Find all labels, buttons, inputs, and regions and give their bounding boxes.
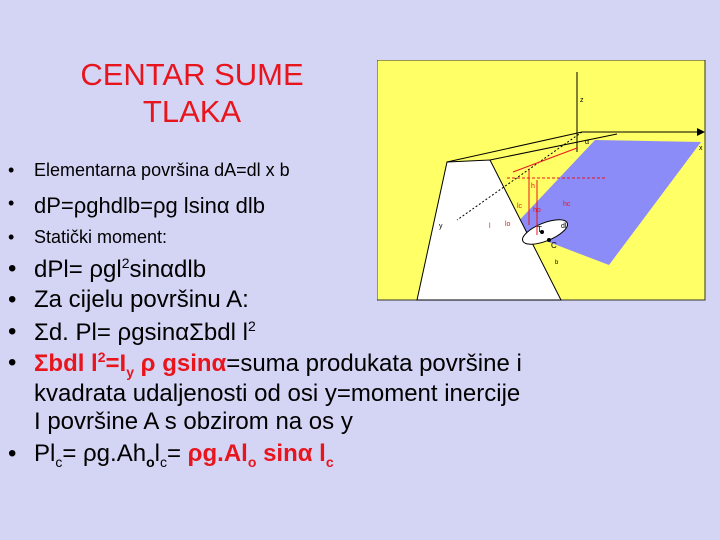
bullet-6-text: Σd. Pl= ρgsinαΣbdl $l^2$ — [34, 318, 256, 346]
bullet-8-text: $Pl_c= \rho g.Ah_ol_c= \rho g.Al_o$ sinα $l_c$ — [34, 440, 334, 470]
slide-title — [62, 56, 322, 130]
label-lo: lo — [505, 221, 511, 228]
bullet-4-text: dPl= ρgl$^2$sinαdlb — [34, 255, 207, 283]
bullet-dot: • — [8, 286, 17, 313]
label-dl: dl — [561, 223, 567, 230]
title-line-1: CENTAR SUME — [80, 57, 304, 92]
bullet-dot: • — [8, 160, 15, 180]
label-lc: lc — [517, 203, 523, 210]
bullet-dot: • — [8, 193, 15, 213]
bullet-dot: • — [8, 318, 17, 345]
label-x: x — [699, 145, 703, 152]
label-T: T — [537, 225, 542, 234]
bullet-dot: • — [8, 440, 17, 467]
bullet-7-text: Σbdl $l^2=I_y$ ρ gsinα=suma produkata površine i — [34, 349, 522, 380]
pressure-center-diagram — [377, 60, 707, 310]
label-hc: hc — [563, 201, 571, 208]
bullet-2-text: dP=ρghdlb=ρg lsinα dlb — [34, 193, 266, 218]
bullet-7-line-2-text: kvadrata udaljenosti od osi y=moment inercije — [34, 380, 521, 407]
label-z: z — [580, 97, 584, 104]
bullet-1-text: Elementarna površina dA=dl x b — [34, 160, 290, 180]
label-h: h — [531, 183, 535, 190]
label-b: b — [555, 260, 559, 266]
bullet-dot: • — [8, 255, 17, 282]
bullet-dot: • — [8, 227, 15, 247]
bullet-dot: • — [8, 349, 17, 376]
label-l: l — [489, 223, 491, 230]
bullet-3-text: Statički moment: — [34, 227, 168, 247]
label-C: C — [551, 241, 557, 250]
bullet-7-line-3-text: I površine A s obzirom na os y — [34, 408, 353, 435]
bullet-5-text: Za cijelu površinu A: — [34, 286, 249, 313]
label-alpha: α — [585, 139, 590, 146]
title-line-2: TLAKA — [142, 94, 242, 129]
label-y: y — [439, 223, 443, 230]
label-ho: ho — [533, 207, 541, 214]
